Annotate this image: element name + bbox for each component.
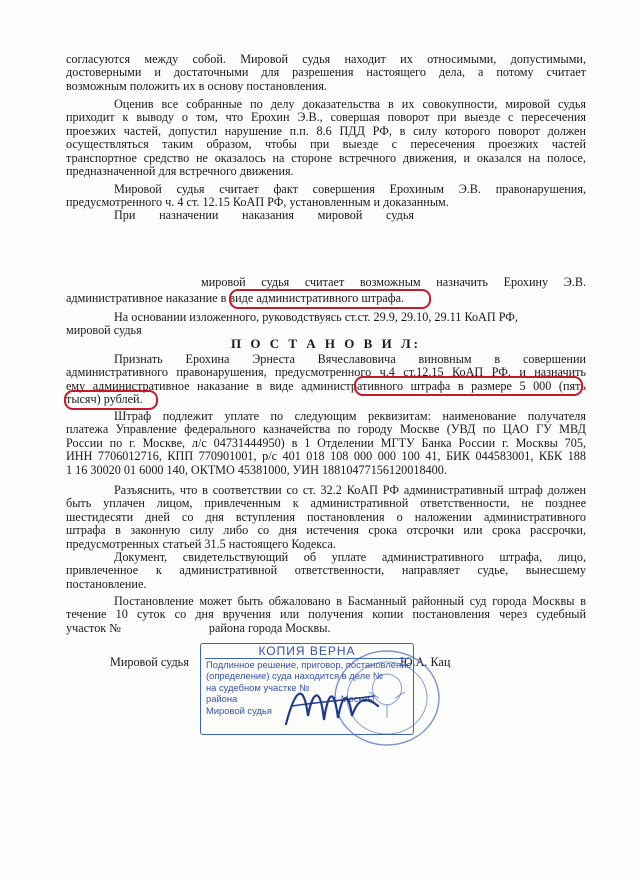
paragraph-document	[66, 551, 586, 591]
text-line	[66, 292, 586, 305]
text-line: проезжих частей, допустил нарушение п.п. 8.6 ПДД РФ, в силу которого поворот должен	[66, 123, 586, 138]
paragraph-sentencing	[114, 209, 414, 222]
text-line: шестидесяти дней со дня вступления постановления о наложении административного	[66, 509, 586, 524]
paragraph-ruling	[66, 353, 586, 407]
text-line: постановление.	[66, 576, 147, 591]
text-segment: ему административное наказание в виде административного	[66, 378, 411, 393]
text-line: Штраф подлежит уплате по следующим реквизитам: наименование получателя	[114, 409, 586, 423]
paragraph-intro	[66, 53, 586, 93]
text-line: Мировой судья считает факт совершения Ерохиным Э.В. правонарушения,	[114, 182, 586, 196]
paragraph-penalty-a	[201, 276, 586, 289]
handwritten-signature-icon	[278, 676, 388, 736]
text-line: Оценив все собранные по делу доказательства в их совокупности, мировой судья	[114, 97, 586, 111]
text-line: течение 10 суток со дня вручения или получения копии постановления через судебный	[66, 607, 586, 622]
judge-name: Ю.А. Кац	[400, 655, 451, 669]
text-line	[66, 393, 586, 406]
text-line: приходит к выводу о том, что Ерохин Э.В., совершая поворот при выезде с пересечения	[66, 110, 586, 125]
stamp-header: КОПИЯ ВЕРНА	[205, 644, 409, 659]
stamp-line: Подлинное решение, приговор, постановление	[206, 659, 412, 670]
paragraph-grounds	[66, 311, 586, 338]
text-segment: административное наказание	[66, 291, 221, 305]
stamp-line: (определение) суда находится в деле №	[206, 670, 383, 682]
text-line: достоверными и достаточными для разрешения настоящего дела, а потому считает	[66, 65, 586, 80]
text-line: привлеченное к административной ответственности, направляет судье, вынесшему	[66, 563, 586, 578]
paragraph-appeal	[66, 595, 586, 635]
text-line: транспортное средство не оказалось на стороне встречного движения, и оказался на полосе,	[66, 150, 586, 165]
paragraph-payment-details	[66, 410, 586, 477]
text-line: согласуются между собой. Мировой судья находит их относимыми, допустимыми,	[66, 52, 586, 66]
highlighted-text: тысяч) рублей	[66, 392, 140, 407]
paragraph-fact	[66, 183, 586, 210]
highlighted-text: в виде административного штрафа.	[220, 291, 405, 305]
text-line: осуществляться таким образом, чтобы при выезде с пересечения проезжих частей	[66, 137, 586, 152]
text-segment: .	[139, 392, 143, 407]
text-line: Постановление может быть обжаловано в Басманный районный суд города Москвы в	[114, 594, 586, 608]
text-line: платежа Управление федерального казначейства по городу Москве (УВД по ЦАО ГУ МВД	[66, 422, 586, 437]
text-line: На основании изложенного, руководствуясь ст.ст. 29.9, 29.10, 29.11 КоАП РФ,	[114, 310, 518, 324]
judge-label: Мировой судья	[110, 655, 189, 669]
text-line: административного правонарушения, предусмотренного ч.4 ст.12.15 КоАП РФ, и назначить	[66, 365, 586, 380]
text-line	[66, 380, 586, 393]
text-line: России по г. Москве, л/с 04731444950) в 1 Отделении МГТУ Банка России г. Москвы 705,	[66, 435, 586, 450]
text-line: ИНН 7706012716, КПП 770901001, р/с 401 018 108 000 000 100 41, БИК 044583001, КБК 188	[66, 449, 586, 464]
stamp-line: Мировой судья	[206, 704, 272, 716]
text-line: Документ, свидетельствующий об уплате административного штрафа, лицо,	[114, 550, 586, 564]
text-line: возможным положить их в основу постановления.	[66, 78, 327, 93]
text-line: мировой судья	[66, 323, 142, 338]
text-segment: района города Москвы.	[208, 620, 331, 635]
highlighted-text: штрафа в размере 5 000 (пять	[410, 378, 586, 393]
text-line: предусмотренного ч. 4 ст. 12.15 КоАП РФ, установленным и доказанным.	[66, 195, 449, 210]
text-segment: участок №	[66, 620, 121, 635]
text-line: предусмотренных статьей 31.5 настоящего Кодекса.	[66, 536, 336, 551]
text-line: мировой судья считает возможным назначить Ерохину Э.В.	[201, 275, 586, 289]
text-line: штрафа в законную силу либо со дня истечения срока отсрочки или срока рассрочки,	[66, 523, 586, 538]
text-line	[66, 622, 586, 635]
stamp-line: на судебном участке №	[206, 681, 310, 693]
text-line: быть уплачен лицом, привлеченным к административной ответственности, не позднее	[66, 496, 586, 511]
paragraph-explanation	[66, 484, 586, 551]
paragraph-evaluation	[66, 98, 586, 178]
text-line: Признать Ерохина Эрнеста Вячеславовича виновным в совершении	[114, 352, 586, 366]
stamp-text: района	[206, 693, 238, 705]
text-line: При назначении наказания мировой судья	[114, 208, 414, 222]
text-line: 1 16 30020 01 6000 140, ОКТМО 45381000, УИН 18810477156120018400.	[66, 462, 447, 477]
ruling-title: П О С Т А Н О В И Л:	[231, 336, 421, 351]
text-line: Разъяснить, что в соответствии со ст. 32.2 КоАП РФ административный штраф должен	[114, 483, 586, 497]
stamp-text: г. Москвы	[333, 693, 375, 705]
text-line: предназначенной для встречного движения.	[66, 164, 294, 179]
paragraph-penalty-b	[66, 292, 586, 305]
